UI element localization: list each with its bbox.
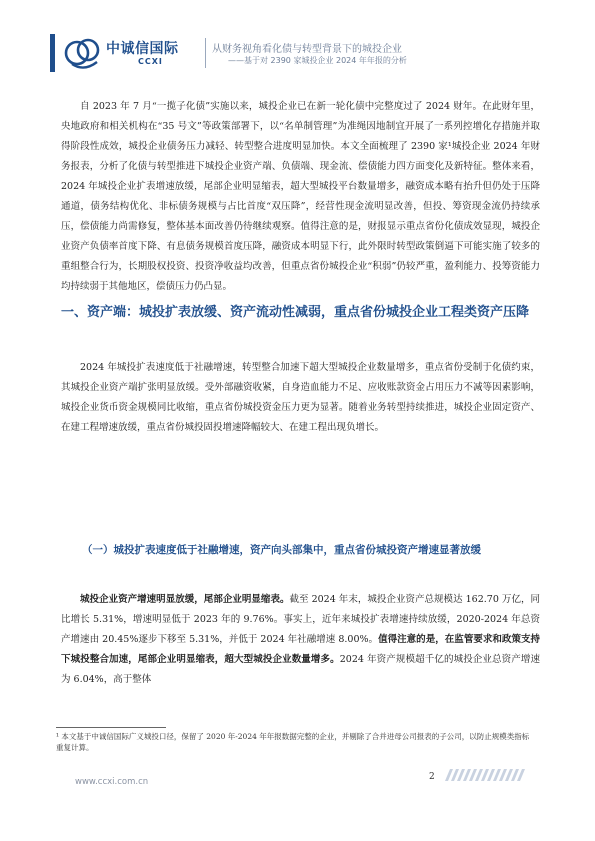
key-point-2: 值得注意的是，在监管要求和政策支持下城投整合加速，尾部企业明显缩表，超大型城投企业数量增多。 bbox=[61, 634, 540, 665]
subsection-1-paragraph bbox=[61, 590, 540, 690]
company-logo bbox=[64, 36, 199, 70]
body-text-1: 截至 2024 年末，城投企业资产总规模达 162.70 万亿，同比增长 5.31%，增速明显低于 2023 年的 9.76%。事实上，近年来城投扩表增速持续放缓，2020-2024 年总资产增速由 20.45%逐步下移至 5.31%，并低于 2024 年社融增速 8.00%。 bbox=[61, 594, 540, 645]
footer-website-link[interactable]: www.ccxi.com.cn bbox=[75, 777, 149, 787]
body-text-2: 2024 年资产规模超千亿的城投企业总资产增速为 6.04%，高于整体 bbox=[61, 654, 540, 685]
section-1-heading bbox=[61, 302, 541, 323]
report-title: 从财务视角看化债与转型背景下的城投企业 bbox=[212, 44, 402, 55]
footnote: ¹ 本文基于中诚信国际广义城投口径，保留了 2020 年-2024 年年报数据完整的企业，并剔除了合并进母公司报表的子公司，以防止规模类指标重复计算。 bbox=[56, 732, 530, 752]
logo-text-en: CCXI bbox=[138, 57, 163, 66]
logo-mark-icon bbox=[64, 36, 104, 70]
section-1-title: 资产端：城投扩表放缓、资产流动性减弱，重点省份城投企业工程类资产压降 bbox=[87, 305, 530, 320]
subsection-1-heading: （一）城投扩表速度低于社融增速，资产向头部集中，重点省份城投资产增速显著放缓 bbox=[82, 544, 481, 556]
report-subtitle: ——基于对 2390 家城投企业 2024 年年报的分析 bbox=[228, 56, 407, 65]
header-divider bbox=[205, 38, 206, 68]
section-1-paragraph: 2024 年城投扩表速度低于社融增速，转型整合加速下超大型城投企业数量增多，重点省份受制于化债约束，其城投企业资产端扩张明显放缓。受外部融资收紧，自身造血能力不足、应收账款资金占用压力不减等因素影响，城投企业货币资金规模同比收缩，重点省份城投资金压力更为显著。随着业务转型持续推进，城投企业固定资产、在建工程增速放缓，重点省份城投固投增速降幅较大、在建工程出现负增长。 bbox=[61, 362, 540, 433]
intro-paragraph: 自 2023 年 7 月“一揽子化债”实施以来，城投企业已在新一轮化债中完整度过了 2024 财年。在此财年里，央地政府和相关机构在“35 号文”等政策部署下，以“名单制管理”为准绳因地制宜开展了一系列控增化存措施并取得阶段性成效，城投企业债务压力减轻、转型整合进度明显加快。本文全面梳理了 2390 家¹城投企业 2024 年财务报表，分析了化债与转型推进下城投企业资产端、负债端、现金流、偿债能力四方面变化及新特征。整体来看，2024 年城投企业扩表增速放缓，尾部企业明显缩表，超大型城投平台数量增多，融资成本略有抬升但仍处于压降通道，债务结构优化、非标债务规模与占比首度“双压降”，经营性现金流明显改善，但投、筹资现金流仍持续承压，偿债能力尚需修复，整体基本面改善仍待继续观察。值得注意的是，财报显示重点省份化债成效显现，城投企业资产负债率首度下降、有息债务规模首度压降，融资成本明显下行，此外限时转型政策倒逼下可能实施了较多的重组整合行为，长期股权投资、投资净收益均改善，但重点省份城投企业“积弱”仍较严重，盈利能力、投筹资能力均持续弱于其他地区，偿债压力仍凸显。 bbox=[61, 101, 540, 292]
footer-stripes-decoration bbox=[441, 769, 531, 781]
page-number: 2 bbox=[429, 772, 435, 782]
section-1-number: 一、 bbox=[61, 305, 88, 320]
footnote-divider bbox=[56, 727, 166, 728]
header-accent-bar bbox=[50, 34, 55, 72]
key-point-1: 城投企业资产增速明显放缓，尾部企业明显缩表。 bbox=[80, 594, 290, 605]
logo-text-cn: 中诚信国际 bbox=[106, 41, 179, 57]
